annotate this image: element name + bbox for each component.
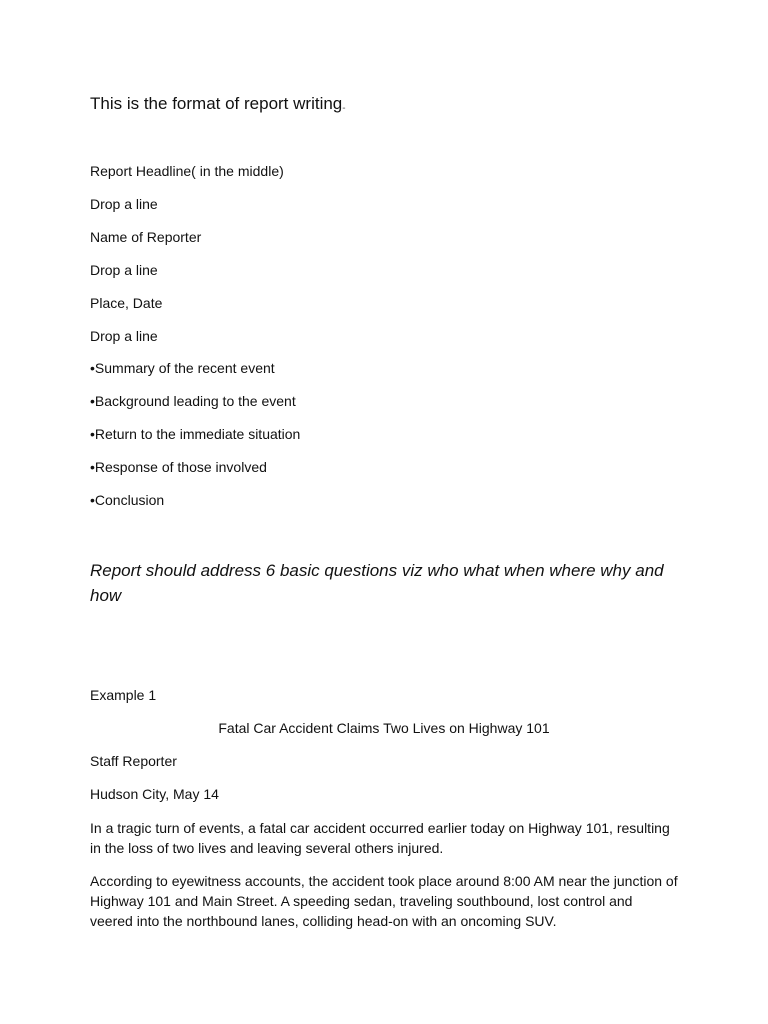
format-item: •Conclusion xyxy=(90,492,165,508)
format-item: Drop a line xyxy=(90,262,158,278)
example-label: Example 1 xyxy=(90,687,157,703)
format-item: Report Headline( in the middle) xyxy=(90,163,284,179)
title-text: This is the format of report writing xyxy=(90,94,343,113)
format-item: •Return to the immediate situation xyxy=(90,426,301,442)
format-item: Drop a line xyxy=(90,328,158,344)
page-title xyxy=(90,93,346,120)
format-item: •Background leading to the event xyxy=(90,393,296,409)
example-headline: Fatal Car Accident Claims Two Lives on Highway 101 xyxy=(218,720,550,736)
example-reporter: Staff Reporter xyxy=(90,753,177,769)
example-place-date: Hudson City, May 14 xyxy=(90,786,219,802)
example-paragraph: In a tragic turn of events, a fatal car accident occurred earlier today on Highway 101, resulting in the loss of two lives and leaving several others injured. xyxy=(90,820,670,856)
format-item: •Summary of the recent event xyxy=(90,360,275,376)
title-mark: - xyxy=(342,103,346,114)
format-item: Name of Reporter xyxy=(90,229,202,245)
format-item: Place, Date xyxy=(90,295,163,311)
format-item: Drop a line xyxy=(90,196,158,212)
emphasis-note: Report should address 6 basic questions viz who what when where why and how xyxy=(90,561,664,605)
example-paragraph: According to eyewitness accounts, the accident took place around 8:00 AM near the junction of Highway 101 and Main Street. A speeding sedan, traveling southbound, lost control and veered into the northbound lanes, colliding head-on with an oncoming SUV. xyxy=(90,873,678,929)
format-item: •Response of those involved xyxy=(90,459,267,475)
